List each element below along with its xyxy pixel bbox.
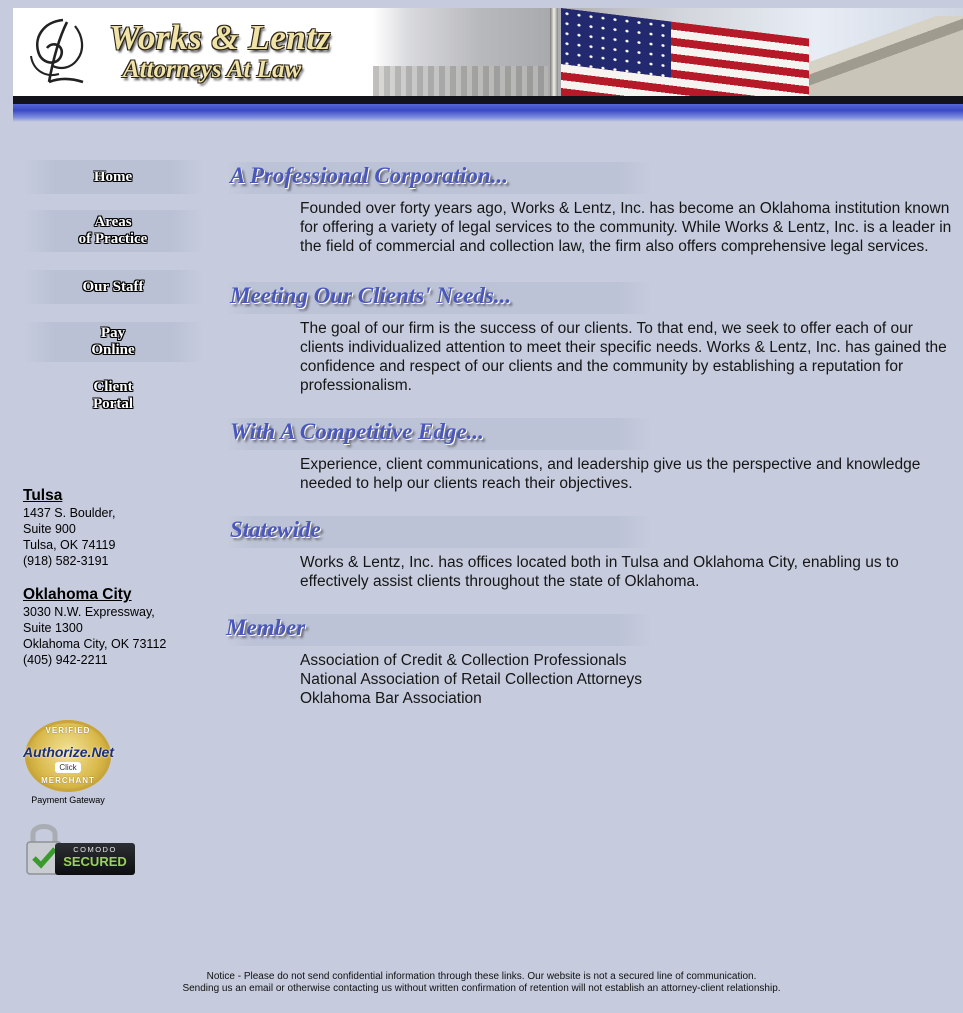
section-heading-text: Meeting Our Clients' Needs... (230, 283, 512, 308)
flag-pole-graphic (550, 8, 558, 96)
section-body-statewide (300, 553, 955, 591)
section-heading-text: Statewide (230, 517, 321, 542)
comodo-secured-text: SECURED (63, 854, 127, 869)
office-tulsa (23, 486, 115, 569)
section-body-professional-corporation (300, 199, 955, 256)
membership-item: Oklahoma Bar Association (300, 690, 482, 707)
header-divider-dark (13, 96, 963, 104)
footer-notice (0, 971, 963, 995)
section-heading-member (226, 614, 652, 646)
office-address-line: Suite 1300 (23, 621, 83, 635)
comodo-label (55, 843, 135, 875)
section-heading-text: Member (226, 615, 306, 640)
header-divider-blue (13, 104, 963, 122)
section-heading-competitive-edge (226, 418, 652, 450)
courthouse-pediment-graphic (803, 16, 963, 96)
notice-line: Sending us an email or otherwise contacting us without written confirmation of retention will not establish an attorney-client relationship. (182, 983, 781, 994)
office-address-line: Tulsa, OK 74119 (23, 538, 116, 552)
office-address-line: 1437 S. Boulder, (23, 506, 116, 520)
section-heading-professional-corporation (226, 162, 652, 194)
nav-item-label: Our Staff (82, 278, 144, 295)
section-body-competitive-edge (300, 455, 955, 493)
authorize-net-seal-icon (23, 720, 113, 792)
firm-monogram-logo (23, 16, 93, 88)
section-heading-text: A Professional Corporation... (230, 163, 508, 188)
membership-item: National Association of Retail Collection Attorneys (300, 671, 643, 688)
section-paragraph: Founded over forty years ago, Works & Lentz, Inc. has become an Oklahoma institution known for offering a variety of legal services to the community. While Works & Lentz, Inc. is a leader in the field of commercial and collection law, the firm also offers comprehensive legal services. (300, 200, 952, 255)
section-heading-clients-needs (226, 282, 652, 314)
section-body-member (300, 651, 955, 708)
seal-top-text: VERIFIED (45, 726, 91, 735)
seal-click-text: Click (55, 762, 81, 773)
notice-line: Notice - Please do not send confidential information through these links. Our website is not a secured line of communication. (206, 971, 757, 982)
section-paragraph: Experience, client communications, and leadership give us the perspective and knowledge needed to help our clients reach their objectives. (300, 456, 921, 492)
office-city-link-tulsa[interactable]: Tulsa (23, 487, 63, 504)
section-heading-text: With A Competitive Edge... (230, 419, 484, 444)
nav-item-label: Pay Online (91, 325, 135, 358)
membership-item: Association of Credit & Collection Professionals (300, 652, 627, 669)
building-balustrade-graphic (373, 66, 548, 96)
nav-item-home[interactable] (23, 160, 203, 194)
payment-gateway-caption: Payment Gateway (31, 795, 105, 805)
office-address-line: Suite 900 (23, 522, 76, 536)
office-address-line: Oklahoma City, OK 73112 (23, 637, 167, 651)
authorize-net-badge[interactable] (23, 720, 113, 805)
office-address-line: 3030 N.W. Expressway, (23, 605, 155, 619)
nav-item-label: Client Portal (93, 379, 133, 412)
comodo-brand-text: COMODO (73, 845, 117, 854)
section-paragraph: Works & Lentz, Inc. has offices located both in Tulsa and Oklahoma City, enabling us to effectively assist clients throughout the state of Oklahoma. (300, 554, 899, 590)
nav-item-client-portal[interactable] (23, 376, 203, 416)
firm-name-logo-text: Works & Lentz (109, 18, 331, 57)
nav-item-label: Areas of Practice (78, 214, 148, 247)
nav-item-our-staff[interactable] (23, 270, 203, 304)
seal-bottom-text: MERCHANT (41, 776, 95, 785)
section-heading-statewide (226, 516, 652, 548)
office-city-link-oklahoma-city[interactable]: Oklahoma City (23, 586, 132, 603)
seal-brand-text: Authorize.Net (23, 744, 114, 760)
office-phone: (918) 582-3191 (23, 554, 109, 568)
section-paragraph: The goal of our firm is the success of our clients. To that end, we seek to offer each of our clients individualized attention to meet their specific needs. Works & Lentz, Inc. has gained the confidence and respect of our clients and the community by establishing a reputation for professionalism. (300, 320, 947, 394)
nav-item-pay-online[interactable] (23, 322, 203, 362)
nav-item-label: Home (93, 168, 133, 185)
office-oklahoma-city (23, 585, 166, 668)
header-banner (13, 8, 963, 96)
office-phone: (405) 942-2211 (23, 653, 108, 667)
nav-item-areas-of-practice[interactable] (23, 210, 203, 252)
comodo-secured-badge[interactable] (25, 818, 135, 876)
section-body-clients-needs (300, 319, 955, 395)
firm-subtitle-logo-text: Attorneys At Law (123, 56, 302, 83)
